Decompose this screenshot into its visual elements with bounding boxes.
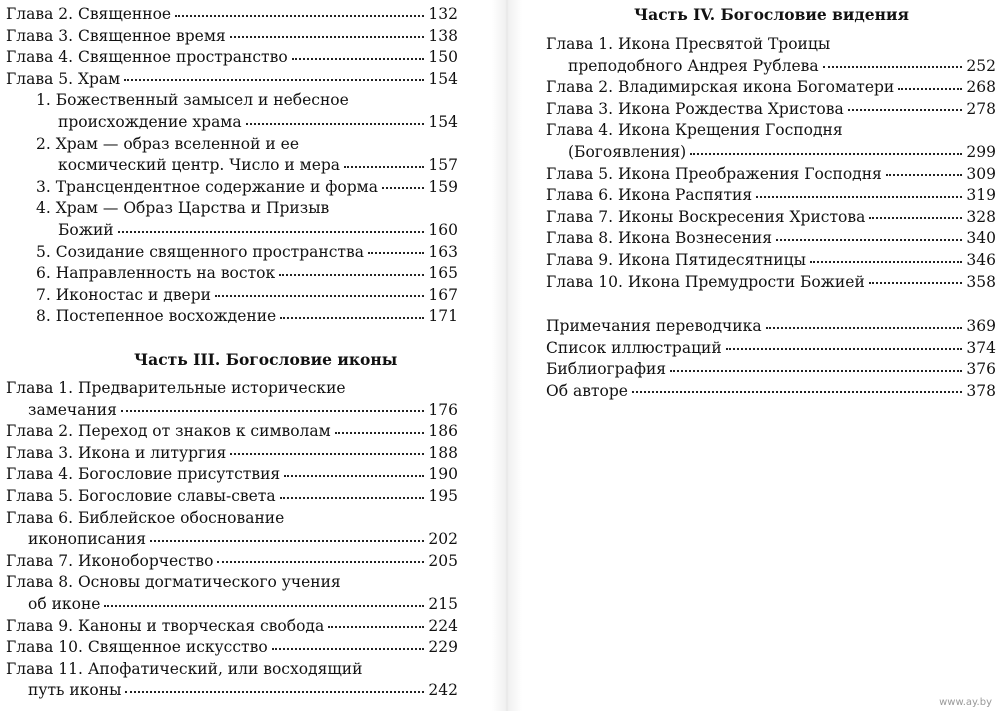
toc-entry-title: Глава 6. Икона Распятия (546, 186, 753, 205)
toc-entry-title: замечания (28, 400, 117, 419)
dot-leader (279, 274, 424, 276)
toc-entry (6, 47, 458, 69)
toc-entry-title: Глава 6. Библейское обоснование (6, 508, 285, 527)
dot-leader (382, 187, 424, 189)
toc-entry-title: Глава 3. Священное время (6, 26, 226, 45)
toc-entry-title: 1. Божественный замысел и небесное (36, 91, 349, 110)
toc-page-number: 167 (428, 285, 458, 304)
toc-entry-title: космический центр. Число и мера (58, 156, 341, 175)
toc-page-number: 165 (428, 264, 458, 283)
toc-entry-title: 7. Иконостас и двери (36, 285, 211, 304)
dot-leader (217, 561, 424, 563)
toc-entry-title: Глава 8. Основы догматического учения (6, 573, 341, 592)
toc-page-number: 229 (428, 638, 458, 657)
toc-page-number: 150 (428, 48, 458, 67)
toc-entry (6, 659, 458, 702)
toc-page-number: 224 (428, 616, 458, 635)
toc-entry (546, 34, 996, 77)
toc-entry (6, 637, 458, 659)
toc-entry-title: (Богоявления) (568, 142, 687, 161)
toc-entry-title: 8. Постепенное восхождение (36, 307, 277, 326)
toc-entry-title: Примечания переводчика (546, 317, 762, 335)
dot-leader (726, 348, 963, 350)
dot-leader (632, 391, 962, 393)
toc-entry (6, 421, 458, 443)
toc-entry (546, 207, 996, 229)
toc-entry-title: Глава 8. Икона Вознесения (546, 229, 772, 248)
dot-leader (104, 605, 424, 607)
toc-entry-title: Библиография (546, 360, 667, 379)
dot-leader (766, 327, 963, 329)
dot-leader (125, 691, 424, 693)
toc-entry (36, 90, 458, 133)
watermark: www.ay.by (939, 697, 992, 708)
toc-entry (546, 316, 996, 338)
toc-entry (546, 185, 996, 207)
toc-entry-title: Глава 5. Богословие славы-света (6, 487, 276, 505)
toc-entry-title: путь иконы (28, 681, 122, 700)
dot-leader (230, 36, 425, 38)
toc-page-number: 186 (428, 422, 458, 441)
toc-entry-title: Глава 2. Переход от знаков к символам (6, 422, 331, 441)
toc-entry (546, 77, 996, 99)
dot-leader (335, 432, 425, 434)
toc-entry (36, 177, 458, 199)
toc-entry-title: 4. Храм — Образ Царства и Призыв (36, 199, 330, 218)
toc-page-number: 319 (966, 186, 996, 205)
toc-entry-title: об иконе (28, 594, 101, 613)
right-page (522, 0, 1000, 711)
toc-entry (36, 306, 458, 328)
dot-leader (869, 217, 962, 219)
toc-entry-title: Глава 3. Икона и литургия (6, 443, 227, 462)
toc-entry (36, 242, 458, 264)
toc-entry-title: Глава 5. Икона Преображения Господня (546, 164, 882, 183)
toc-entry-title: Глава 10. Икона Премудрости Божией (546, 272, 865, 291)
toc-page-number: 278 (966, 99, 996, 118)
toc-entry-title: Список иллюстраций (546, 338, 722, 357)
toc-entry-title: 3. Трансцендентное содержание и форма (36, 177, 378, 196)
toc-entry (6, 508, 458, 551)
dot-leader (121, 410, 425, 412)
dot-leader (280, 317, 424, 319)
toc-page-number: 242 (428, 681, 458, 700)
toc-page-number: 340 (966, 229, 996, 248)
toc-page-number: 171 (428, 307, 458, 326)
toc-entry (546, 120, 996, 163)
dot-leader (898, 88, 962, 90)
toc-entry-title: Глава 2. Владимирская икона Богоматери (546, 78, 895, 97)
dot-leader (328, 626, 424, 628)
toc-entry (36, 198, 458, 241)
left-page (0, 0, 492, 711)
toc-entry (546, 250, 996, 272)
toc-page-number: 154 (428, 69, 458, 88)
dot-leader (175, 15, 424, 17)
toc-entry (6, 378, 458, 421)
toc-page-number: 160 (428, 220, 458, 239)
toc-entry-title: Глава 4. Священное пространство (6, 48, 288, 67)
dot-leader (670, 370, 962, 372)
toc-page-number: 376 (966, 360, 996, 379)
dot-leader (246, 123, 425, 125)
toc-entry-title: 5. Созидание священного пространства (36, 242, 364, 261)
toc-page-number: 299 (966, 142, 996, 161)
dot-leader (292, 58, 425, 60)
book-gutter (492, 0, 522, 711)
dot-leader (848, 109, 963, 111)
dot-leader (690, 153, 962, 155)
toc-page-number: 157 (428, 156, 458, 175)
toc-entry-title: Глава 4. Богословие присутствия (6, 465, 281, 484)
toc-entry (6, 486, 458, 508)
dot-leader (776, 239, 962, 241)
toc-entry (6, 464, 458, 486)
toc-entry (546, 272, 996, 294)
toc-entry-title: Об авторе (546, 381, 628, 400)
toc-page-number: 268 (966, 78, 996, 97)
toc-page-number: 202 (428, 530, 458, 549)
dot-leader (823, 66, 963, 68)
toc-entry (6, 69, 458, 91)
toc-entry-title: 2. Храм — образ вселенной и ее (36, 134, 299, 153)
toc-entry (546, 228, 996, 250)
toc-entry-title: 6. Направленность на восток (36, 264, 276, 283)
toc-page-number: 369 (966, 317, 996, 335)
toc-page-number: 159 (428, 177, 458, 196)
toc-page-number: 190 (428, 465, 458, 484)
toc-entry-title: Глава 2. Священное (6, 5, 172, 23)
dot-leader (869, 282, 963, 284)
dot-leader (344, 166, 424, 168)
toc-entry-title: Глава 3. Икона Рождества Христова (546, 99, 844, 118)
dot-leader (124, 79, 424, 81)
dot-leader (368, 252, 424, 254)
toc-entry-title: Глава 1. Предварительные исторические (6, 379, 346, 397)
toc-entry-title: Глава 11. Апофатический, или восходящий (6, 659, 363, 678)
part3-title: Часть III. Богословие иконы (134, 350, 398, 369)
dot-leader (280, 497, 425, 499)
toc-page-number: 346 (966, 251, 996, 269)
toc-page-number: 176 (428, 400, 458, 419)
toc-page-number: 309 (966, 164, 996, 183)
toc-page-number: 154 (428, 112, 458, 131)
toc-entry (546, 381, 996, 403)
dot-leader (230, 453, 424, 455)
dot-leader (150, 540, 424, 542)
toc-entry (546, 338, 996, 360)
toc-page-number: 374 (966, 338, 996, 357)
dot-leader (284, 475, 424, 477)
toc-page-number: 188 (428, 443, 458, 462)
toc-entry-title: Глава 4. Икона Крещения Господня (546, 121, 843, 140)
toc-entry (36, 134, 458, 177)
toc-entry-title: Глава 5. Храм (6, 69, 121, 88)
toc-entry-title: Глава 7. Иконоборчество (6, 551, 214, 570)
toc-entry-title: преподобного Андрея Рублева (568, 56, 819, 75)
toc-entry (6, 551, 458, 573)
toc-page-number: 195 (428, 487, 458, 505)
dot-leader (810, 261, 962, 263)
toc-entry-title: происхождение храма (58, 112, 242, 131)
toc-page-number: 378 (966, 381, 996, 400)
dot-leader (886, 174, 963, 176)
toc-entry (6, 616, 458, 638)
toc-entry (36, 263, 458, 285)
toc-entry-title: Глава 10. Священное искусство (6, 638, 268, 657)
toc-page-number: 132 (428, 5, 458, 23)
toc-entry (546, 164, 996, 186)
toc-entry (6, 443, 458, 465)
toc-entry (6, 4, 458, 26)
toc-entry-title: Глава 9. Икона Пятидесятницы (546, 251, 806, 269)
toc-entry (36, 285, 458, 307)
dot-leader (215, 295, 424, 297)
toc-entry (6, 572, 458, 615)
toc-entry-title: Глава 7. Иконы Воскресения Христова (546, 207, 866, 226)
toc-entry-title: иконописания (28, 530, 147, 549)
toc-page-number: 215 (428, 594, 458, 613)
toc-page-number: 138 (428, 26, 458, 45)
dot-leader (756, 196, 962, 198)
toc-entry (6, 26, 458, 48)
dot-leader (272, 648, 425, 650)
toc-entry-title: Глава 1. Икона Пресвятой Троицы (546, 35, 831, 53)
toc-page-number: 358 (966, 272, 996, 291)
toc-page-number: 328 (966, 207, 996, 226)
toc-entry (546, 359, 996, 381)
dot-leader (118, 231, 425, 233)
toc-page-number: 163 (428, 242, 458, 261)
toc-entry-title: Божий (58, 220, 114, 239)
toc-page-number: 205 (428, 551, 458, 570)
part4-title: Часть IV. Богословие видения (634, 5, 909, 24)
toc-entry (546, 99, 996, 121)
toc-entry-title: Глава 9. Каноны и творческая свобода (6, 616, 325, 635)
toc-page-number: 252 (966, 56, 996, 75)
